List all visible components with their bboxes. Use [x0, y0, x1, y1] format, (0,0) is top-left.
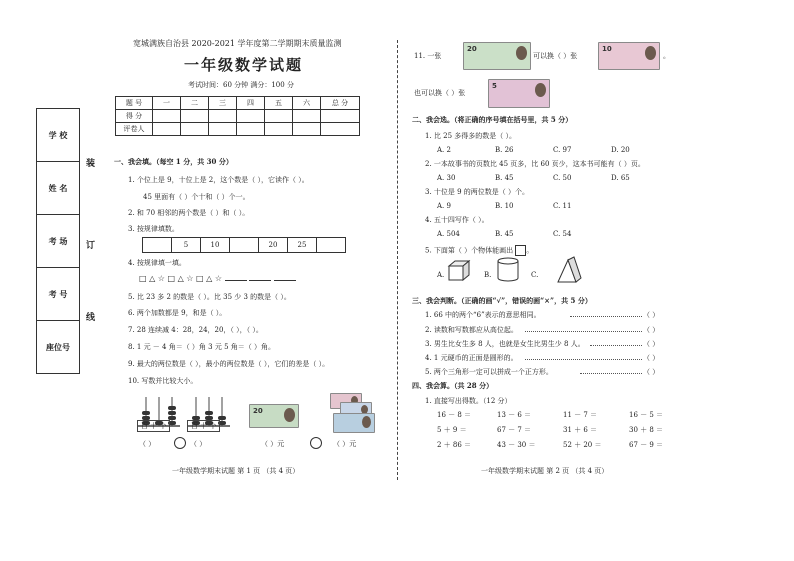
cylinder-icon	[496, 257, 520, 283]
banknote-20-image	[463, 42, 531, 70]
score-header: 六	[293, 97, 321, 110]
option[interactable]: D. 65	[611, 174, 630, 182]
judge-item	[425, 339, 585, 349]
school-field[interactable]: 学 校	[37, 109, 79, 162]
score-cell[interactable]	[293, 123, 321, 136]
banknote-10-image	[598, 42, 660, 70]
judge-text: 5. 两个三角形一定可以拼成一个正方形。	[425, 368, 553, 376]
score-row-label: 评卷人	[116, 123, 153, 136]
sequence-cell: 25	[288, 238, 317, 253]
score-header: 题 号	[116, 97, 153, 110]
grader-row	[116, 123, 360, 136]
calc-item[interactable]: 43 － 30 ＝	[497, 441, 536, 449]
binding-mark: 线	[86, 313, 96, 323]
option[interactable]: A.	[437, 271, 445, 279]
question-11a: 11. 一张	[414, 52, 442, 60]
option[interactable]: C. 54	[553, 230, 572, 238]
score-cell[interactable]	[321, 123, 360, 136]
sequence-cell[interactable]	[143, 238, 172, 253]
judge-paren[interactable]: （ ）	[643, 354, 660, 362]
judge-paren[interactable]: （ ）	[643, 326, 660, 334]
student-info-box	[36, 108, 80, 374]
sequence-cell[interactable]	[317, 238, 346, 253]
score-header: 五	[265, 97, 293, 110]
s2-question-3: 3. 十位是 9 的两位数是（ ）个。	[425, 188, 530, 196]
score-header: 三	[209, 97, 237, 110]
question-10: 10. 写数并比较大小。	[128, 377, 198, 385]
s2-question-5	[425, 245, 533, 256]
question-9: 9. 最大的两位数是（ ），最小的两位数是（ ），它们的差是（ ）。	[128, 360, 330, 368]
seat-number-field[interactable]: 座位号	[46, 342, 70, 352]
banknote-image	[333, 413, 375, 433]
cube-icon	[447, 259, 471, 281]
answer-paren[interactable]: （ ）	[139, 440, 156, 448]
calc-item[interactable]: 31 ＋ 6 ＝	[563, 426, 598, 434]
square-icon	[515, 245, 526, 256]
option[interactable]: C. 50	[553, 174, 572, 182]
compare-circle[interactable]	[174, 437, 186, 449]
score-cell[interactable]	[293, 110, 321, 123]
answer-blank[interactable]	[249, 280, 271, 281]
question-8: 8. 1 元 － 4 角＝（ ）角 3 元 5 角＝（ ）角。	[128, 343, 275, 351]
score-cell[interactable]	[265, 110, 293, 123]
sequence-cell: 20	[259, 238, 288, 253]
page-divider	[397, 40, 398, 480]
question-11b: 可以换（ ）张	[533, 52, 578, 60]
score-header: 一	[153, 97, 181, 110]
calc-item[interactable]: 13 － 6 ＝	[497, 411, 532, 419]
pattern-shapes: □ △ ☆ □ △ ☆ □ △ ☆	[139, 274, 222, 283]
option[interactable]: A. 30	[437, 174, 456, 182]
calc-item[interactable]: 2 ＋ 86 ＝	[437, 441, 472, 449]
portrait-icon	[284, 408, 295, 422]
calc-item[interactable]: 52 ＋ 20 ＝	[563, 441, 602, 449]
score-cell[interactable]	[181, 110, 209, 123]
judge-paren[interactable]: （ ）	[643, 311, 660, 319]
question-7: 7. 28 连续减 4：28，24，20，（ ），（ ）。	[128, 326, 263, 334]
judge-paren[interactable]: （ ）	[643, 368, 660, 376]
option[interactable]: A. 2	[437, 146, 451, 154]
abacus-label: 百 十 个	[187, 420, 220, 432]
calc-item[interactable]: 30 ＋ 8 ＝	[629, 426, 664, 434]
banknote-value: 5	[492, 82, 497, 90]
option[interactable]: B.	[484, 271, 492, 279]
s2-question-5-end: 。	[526, 246, 534, 255]
score-header: 四	[237, 97, 265, 110]
dotted-leader	[590, 345, 642, 346]
judge-item	[425, 353, 518, 363]
s2-question-2: 2. 一本故事书的页数比 45 页多，比 60 页少，这本书可能有（ ）页。	[425, 160, 645, 168]
school-line: 宽城满族自治县 2020-2021 学年度第二学期期末质量监测	[133, 39, 342, 48]
question-1b: 45 里面有（ ）个十和（ ）个一。	[143, 193, 250, 201]
calc-item[interactable]: 67 － 7 ＝	[497, 426, 532, 434]
portrait-icon	[362, 416, 371, 428]
question-4-pattern	[139, 274, 296, 283]
judge-text: 4. 1 元硬币的正面是圆形的。	[425, 354, 518, 362]
option[interactable]: C.	[531, 271, 539, 279]
score-cell[interactable]	[153, 110, 181, 123]
dotted-leader	[525, 331, 642, 332]
page-title: 一年级数学试题	[184, 56, 304, 74]
answer-blank[interactable]	[225, 280, 247, 281]
triangular-prism-icon	[556, 256, 582, 284]
s4-question-1: 1. 直接写出得数。（12 分）	[425, 397, 512, 405]
answer-paren[interactable]: （ ）	[190, 440, 207, 448]
dotted-leader	[580, 373, 642, 374]
page-footer: 一年级数学期末试题 第 1 页 （共 4 页）	[172, 467, 300, 475]
sequence-table	[142, 237, 346, 253]
banknote-5-image	[488, 79, 550, 108]
answer-blank[interactable]	[274, 280, 296, 281]
score-header: 二	[181, 97, 209, 110]
dotted-leader	[525, 359, 642, 360]
score-cell[interactable]	[153, 123, 181, 136]
section1-title: 一、我会填。（每空 1 分，共 30 分）	[114, 157, 233, 166]
s2-question-4: 4. 五十四写作（ ）。	[425, 216, 489, 224]
sequence-cell: 10	[201, 238, 230, 253]
judge-paren[interactable]: （ ）	[643, 340, 660, 348]
calc-item[interactable]: 5 ＋ 9 ＝	[437, 426, 467, 434]
question-4: 4. 按规律填一填。	[128, 259, 186, 267]
option[interactable]: A. 9	[437, 202, 451, 210]
judge-item	[425, 367, 553, 377]
binding-mark: 订	[86, 241, 96, 251]
score-cell[interactable]	[265, 123, 293, 136]
banknote-image	[249, 404, 299, 428]
exam-info: 考试时间：60 分钟 满分：100 分	[188, 81, 294, 89]
page-footer: 一年级数学期末试题 第 2 页 （共 4 页）	[481, 467, 609, 475]
score-cell[interactable]	[209, 110, 237, 123]
dotted-leader	[570, 316, 642, 317]
banknote-value: 20	[467, 45, 477, 53]
question-5: 5. 比 23 多 2 的数是（ ）。比 35 少 3 的数是（ ）。	[128, 293, 291, 301]
sequence-cell[interactable]	[230, 238, 259, 253]
section2-title: 二、我会选。（将正确的序号填在括号里，共 5 分）	[412, 115, 573, 124]
judge-text: 3. 男生比女生多 8 人，也就是女生比男生少 8 人。	[425, 340, 585, 348]
score-cell[interactable]	[209, 123, 237, 136]
s2-question-1: 1. 比 25 多得多的数是（ ）。	[425, 132, 516, 140]
option[interactable]: B. 10	[495, 202, 514, 210]
option[interactable]: B. 45	[495, 174, 514, 182]
binding-mark: 装	[86, 159, 96, 169]
judge-item	[425, 310, 541, 320]
question-1a: 1. 个位上是 9，十位上是 2，这个数是（ ），它读作（ ）。	[128, 176, 309, 184]
score-header: 总 分	[321, 97, 360, 110]
option[interactable]: D. 20	[611, 146, 630, 154]
score-cell[interactable]	[237, 110, 265, 123]
question-6: 6. 两个加数都是 9，和是（ ）。	[128, 309, 227, 317]
portrait-icon	[645, 46, 656, 60]
question-3: 3. 按规律填数。	[128, 225, 179, 233]
exam-room-field[interactable]: 考 场	[37, 215, 79, 268]
judge-item	[425, 325, 518, 335]
option[interactable]: C. 11	[553, 202, 572, 210]
banknote-value: 20	[253, 407, 263, 415]
name-field[interactable]: 姓 名	[37, 162, 79, 215]
abacus-label: 百 十 个	[137, 420, 170, 432]
judge-text: 1. 66 中的两个“6”表示的意思相同。	[425, 311, 541, 319]
score-row	[116, 110, 360, 123]
yuan-blank[interactable]: （ ）元	[333, 440, 357, 448]
score-cell[interactable]	[321, 110, 360, 123]
yuan-blank[interactable]: （ ）元	[261, 440, 285, 448]
score-row-label: 得 分	[116, 110, 153, 123]
score-header-row	[116, 97, 360, 110]
question-11c: 也可以换（ ）张	[414, 89, 466, 97]
score-cell[interactable]	[181, 123, 209, 136]
s2-question-5-text: 5. 下面第（ ）个物体能画出	[425, 246, 514, 255]
option[interactable]: A. 504	[437, 230, 460, 238]
section3-title: 三、我会判断。（正确的画“√”，错误的画“×”，共 5 分）	[412, 296, 592, 305]
exam-number-field[interactable]: 考 号	[37, 268, 79, 321]
judge-text: 2. 读数和写数都应从高位起。	[425, 326, 518, 334]
section4-title: 四、我会算。（共 28 分）	[412, 381, 494, 390]
sequence-cell: 5	[172, 238, 201, 253]
period-mark: 。	[663, 52, 670, 60]
calc-item[interactable]: 11 － 7 ＝	[563, 411, 598, 419]
score-table	[115, 96, 360, 136]
option[interactable]: B. 26	[495, 146, 514, 154]
question-2: 2. 和 70 相邻的两个数是（ ）和（ ）。	[128, 209, 250, 217]
portrait-icon	[535, 83, 546, 97]
calc-item[interactable]: 16 － 8 ＝	[437, 411, 472, 419]
score-cell[interactable]	[237, 123, 265, 136]
option[interactable]: B. 45	[495, 230, 514, 238]
calc-item[interactable]: 16 － 5 ＝	[629, 411, 664, 419]
option[interactable]: C. 97	[553, 146, 572, 154]
calc-item[interactable]: 67 － 9 ＝	[629, 441, 664, 449]
banknote-value: 10	[602, 45, 612, 53]
portrait-icon	[516, 46, 527, 60]
compare-circle[interactable]	[310, 437, 322, 449]
